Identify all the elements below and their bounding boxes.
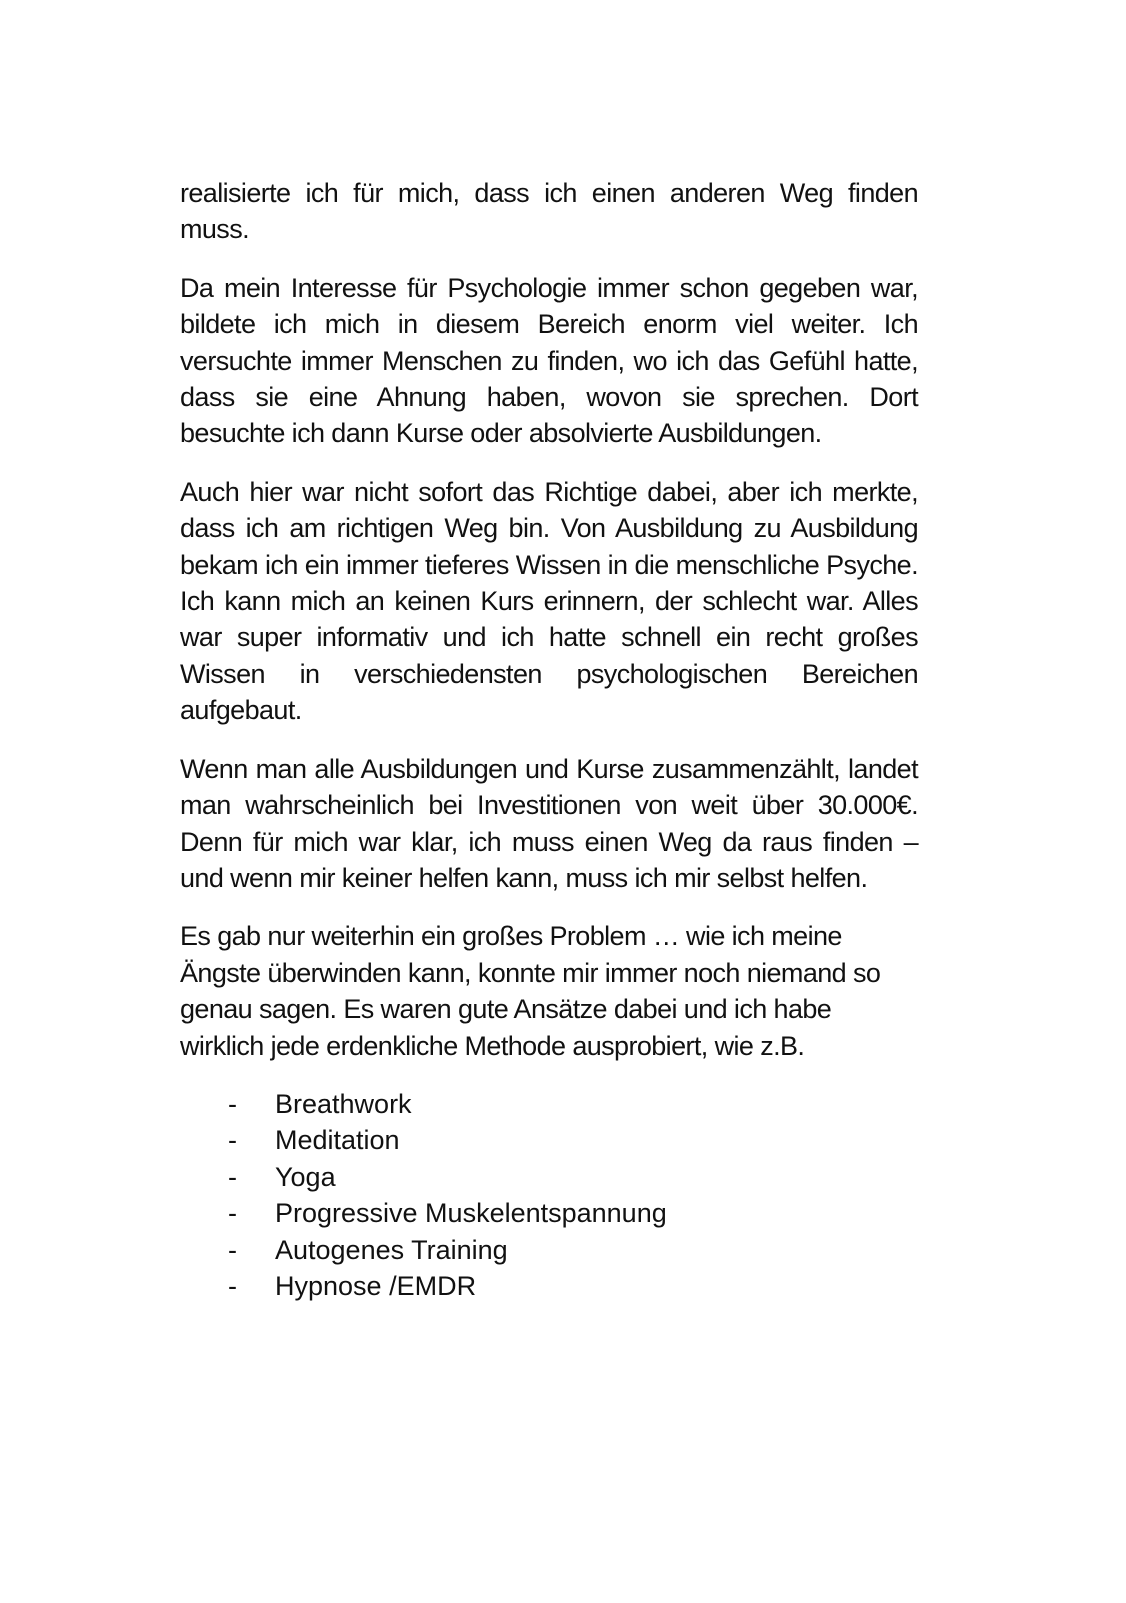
list-item: [180, 1232, 918, 1268]
dash-bullet-icon: -: [228, 1088, 237, 1119]
list-item-label: Meditation: [275, 1125, 400, 1156]
dash-bullet-icon: -: [228, 1270, 237, 1301]
paragraph: Auch hier war nicht sofort das Richtige dabei, aber ich merkte, dass ich am richtigen Weg bin. Von Ausbildung zu Ausbildung bekam ich ein immer tieferes Wissen in die menschliche Psyche. Ich kann mich an keinen Kurs erinnern, der schlecht war. Alles war super informativ und ich hatte schnell ein recht großes Wissen in verschiedensten psychologischen Bereichen aufgebaut.: [180, 476, 918, 726]
methods-list: [180, 1086, 918, 1304]
list-item: [180, 1086, 918, 1122]
list-item: [180, 1195, 918, 1231]
paragraph: Wenn man alle Ausbildungen und Kurse zusammenzählt, landet man wahrscheinlich bei Investitionen von weit über 30.000€. Denn für mich war klar, ich muss einen Weg da raus finden – und wenn mir keiner helfen kann, muss ich mir selbst helfen.: [180, 753, 918, 893]
list-item-label: Progressive Muskelentspannung: [275, 1198, 667, 1229]
list-item: [180, 1122, 918, 1158]
paragraph: Es gab nur weiterhin ein großes Problem … wie ich meine Ängste überwinden kann, konnte mir immer noch niemand so genau sagen. Es waren gute Ansätze dabei und ich habe wirklich jede erdenkliche Methode ausprobiert, wie z.B.: [180, 921, 881, 1061]
paragraph: Da mein Interesse für Psychologie immer schon gegeben war, bildete ich mich in diesem Bereich enorm viel weiter. Ich versuchte immer Menschen zu finden, wo ich das Gefühl hatte, dass sie eine Ahnung haben, wovon sie sprechen. Dort besuchte ich dann Kurse oder absolvierte Ausbildungen.: [180, 272, 918, 449]
dash-bullet-icon: -: [228, 1125, 237, 1156]
dash-bullet-icon: -: [228, 1161, 237, 1192]
list-item: [180, 1159, 918, 1195]
list-item-label: Hypnose /EMDR: [275, 1270, 477, 1301]
dash-bullet-icon: -: [228, 1234, 237, 1265]
document-page: [180, 175, 918, 1304]
list-item-label: Autogenes Training: [275, 1234, 508, 1265]
list-item-label: Breathwork: [275, 1088, 412, 1119]
list-item-label: Yoga: [275, 1161, 336, 1192]
list-item: [180, 1268, 918, 1304]
dash-bullet-icon: -: [228, 1198, 237, 1229]
paragraph: realisierte ich für mich, dass ich einen anderen Weg finden muss.: [180, 178, 918, 245]
